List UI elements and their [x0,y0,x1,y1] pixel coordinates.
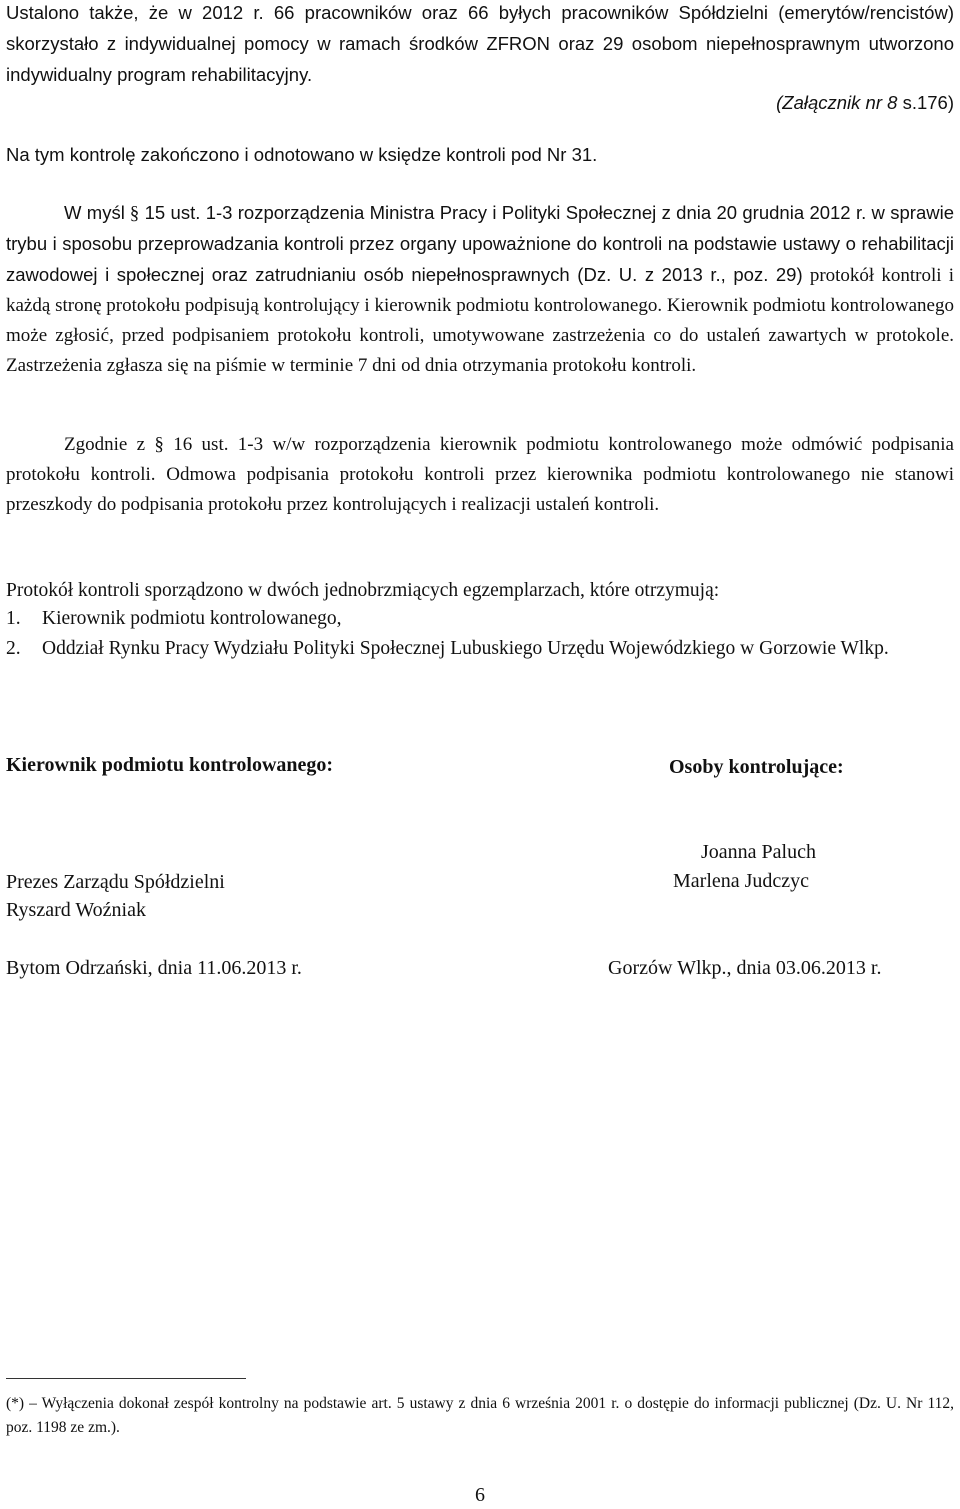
paragraph-zfron-text: Ustalono także, że w 2012 r. 66 pracowników oraz 66 byłych pracowników Spółdzielni (emerytów/rencistów) skorzystało z indywidualnej pomocy w ramach środków ZFRON oraz 29 osobom niepełnosprawnym utworzono indywidualny program rehabilitacyjny. [6,2,954,85]
regulation-15-lead: W myśl [64,202,125,223]
footnote: (*) – Wyłączenia dokonał zespół kontrolny na podstawie art. 5 ustawy z dnia 6 września 2001 r. o dostępie do informacji publicznej (Dz. U. Nr 112, poz. 1198 ze zm.). [6,1395,954,1436]
regulation-16-body: 16 ust. 1-3 w/w rozporządzenia kierownik podmiotu kontrolowanego może odmówić podpisania protokołu kontroli. Odmowa podpisania protokołu kontroli przez kierownika podmiotu kontrolowanego nie stanowi przeszkody do podpisania protokołu przez kontrolujących i realizacji ustaleń kontroli. [6,434,954,515]
footnote-divider [6,1378,246,1379]
inspector-name: Joanna Paluch [701,841,816,863]
recipient-text: Oddział Rynku Pracy Wydziału Polityki Społecznej Lubuskiego Urzędu Wojewódzkiego w Gorzowie Wlkp. [42,638,889,659]
attachment-reference [6,88,954,119]
manager-role: Prezes Zarządu Spółdzielni [6,871,225,893]
page-number: 6 [475,1484,485,1506]
paragraph-copies [6,576,954,606]
regulation-16-lead: Zgodnie z [64,434,146,455]
recipient-number: 1. [6,608,21,629]
signature-right-heading: Osoby kontrolujące: [669,756,844,778]
section-sign: § [154,434,164,455]
paragraph-regulation-15 [6,198,954,381]
inspectors-place-date: Gorzów Wlkp., dnia 03.06.2013 r. [608,957,882,979]
attachment-label: (Załącznik nr 8 [776,92,898,113]
paragraph-control-completed-text: Na tym kontrolę zakończono i odnotowano w księdze kontroli pod Nr 31. [6,144,598,165]
recipient-text: Kierownik podmiotu kontrolowanego, [42,608,342,629]
inspector-name: Marlena Judczyc [673,870,810,892]
recipient-list-item [6,604,954,634]
attachment-page: s.176) [897,92,954,113]
signature-left-heading: Kierownik podmiotu kontrolowanego: [6,754,334,776]
section-sign: § [129,203,140,224]
paragraph-regulation-16 [6,430,954,520]
regulation-15-body: protokół kontroli i każdą stronę protokołu podpisują kontrolujący i kierownik podmiotu kontrolowanego. Kierownik podmiotu kontrolowanego może zgłosić, przed podpisaniem protokołu kontroli, umotywowane zastrzeżenia co do ustaleń zawartych w protokole. Zastrzeżenia zgłasza się na piśmie w terminie 7 dni od dnia otrzymania protokołu kontroli. [6,265,954,376]
manager-place-date: Bytom Odrzański, dnia 11.06.2013 r. [6,957,302,979]
manager-name: Ryszard Woźniak [6,899,146,921]
recipient-number: 2. [6,638,21,659]
regulation-15-citation: 15 ust. 1-3 rozporządzenia Ministra Pracy i Polityki Społecznej z dnia 20 grudnia 2012 r. w sprawie trybu i sposobu przeprowadzania kontroli przez organy upoważnione do kontroli na podstawie ustawy o rehabilitacji zawodowej i społecznej oraz zatrudnianiu osób niepełnosprawnych (Dz. U. z 2013 r., poz. 29) [6,202,955,285]
paragraph-copies-text: Protokół kontroli sporządzono w dwóch jednobrzmiących egzemplarzach, które otrzymują: [6,580,720,601]
recipient-list-item [6,634,954,664]
paragraph-zfron [6,0,954,91]
paragraph-control-completed [6,140,954,171]
